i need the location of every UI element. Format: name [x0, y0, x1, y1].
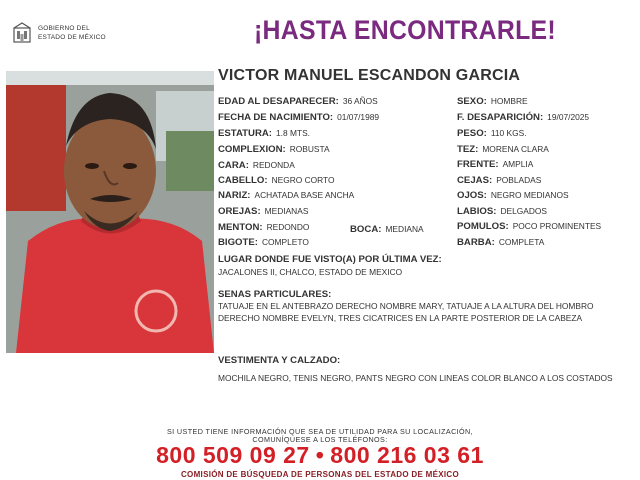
field-barba-value: COMPLETA	[498, 237, 545, 247]
field-labios	[457, 206, 547, 217]
person-photo-image	[6, 71, 214, 353]
field-pomulos-label: POMULOS:	[457, 221, 509, 232]
field-complexion-label: COMPLEXION:	[218, 144, 286, 155]
field-boca-value: MEDIANA	[385, 224, 424, 234]
clothing-label: VESTIMENTA Y CALZADO:	[218, 355, 341, 366]
field-cabello-label: CABELLO:	[218, 175, 268, 186]
field-pomulos	[457, 221, 601, 232]
state-emblem-icon	[12, 22, 32, 44]
field-orejas	[218, 206, 308, 217]
phone-separator: •	[315, 442, 325, 468]
field-peso-label: PESO:	[457, 128, 487, 139]
gov-name-line1: GOBIERNO DEL	[38, 25, 90, 32]
field-menton-value: REDONDO	[266, 222, 310, 232]
field-cabello-value: NEGRO CORTO	[271, 175, 335, 185]
field-nariz-label: NARIZ:	[218, 190, 251, 201]
field-edad-value: 36 AÑOS	[342, 96, 378, 106]
field-bigote-value: COMPLETO	[261, 237, 309, 247]
field-barba	[457, 237, 544, 248]
field-edad-label: EDAD AL DESAPARECER:	[218, 96, 339, 107]
last-seen-value: JACALONES II, CHALCO, ESTADO DE MEXICO	[218, 267, 403, 277]
field-cara-label: CARA:	[218, 160, 249, 171]
field-frente-value: AMPLIA	[502, 159, 534, 169]
field-tez-value: MORENA CLARA	[482, 144, 549, 154]
field-ojos-label: OJOS:	[457, 190, 487, 201]
headline: ¡HASTA ENCONTRARLE!	[254, 15, 556, 45]
government-logo	[12, 22, 132, 46]
phone-number-2[interactable]: 800 216 03 61	[330, 442, 484, 468]
field-estatura-value: 1.8 MTS.	[276, 128, 310, 138]
field-nacimiento	[218, 112, 379, 123]
field-peso-value: 110 KGS.	[490, 128, 527, 138]
field-estatura-label: ESTATURA:	[218, 128, 273, 139]
person-photo	[6, 71, 214, 353]
field-bigote	[218, 237, 309, 248]
field-tez-label: TEZ:	[457, 144, 479, 155]
field-menton-label: MENTON:	[218, 222, 263, 233]
phone-numbers	[0, 442, 640, 469]
field-ojos	[457, 190, 569, 201]
last-seen-label: LUGAR DONDE FUE VISTO(A) POR ÚLTIMA VEZ:	[218, 254, 442, 265]
field-sexo	[457, 96, 528, 107]
person-name: VICTOR MANUEL ESCANDON GARCIA	[218, 67, 521, 84]
field-complexion	[218, 144, 330, 155]
field-complexion-value: ROBUSTA	[289, 144, 330, 154]
field-estatura	[218, 128, 310, 139]
field-menton	[218, 222, 309, 233]
field-cara	[218, 160, 295, 171]
marks-value: TATUAJE EN EL ANTEBRAZO DERECHO NOMBRE MARY, TATUAJE A LA ALTURA DEL HOMBRO DERECHO NOMBRE EVELYN, TRES CICATRICES EN LA PARTE POSTERIOR DE LA CABEZA	[218, 301, 594, 324]
field-cejas-value: POBLADAS	[496, 175, 542, 185]
field-orejas-label: OREJAS:	[218, 206, 261, 217]
field-pomulos-value: POCO PROMINENTES	[512, 221, 602, 231]
field-peso	[457, 128, 527, 139]
contact-note-line1: SI USTED TIENE INFORMACIÓN QUE SEA DE UTILIDAD PARA SU LOCALIZACIÓN,	[166, 427, 474, 436]
field-boca-label: BOCA:	[350, 224, 382, 235]
field-desaparicion-value: 19/07/2025	[547, 112, 590, 122]
field-sexo-label: SEXO:	[457, 96, 487, 107]
field-desaparicion	[457, 112, 589, 123]
field-nacimiento-value: 01/07/1989	[337, 112, 380, 122]
field-frente-label: FRENTE:	[457, 159, 499, 170]
field-frente	[457, 159, 533, 170]
field-nacimiento-label: FECHA DE NACIMIENTO:	[218, 112, 334, 123]
field-bigote-label: BIGOTE:	[218, 237, 258, 248]
marks-label: SENAS PARTICULARES:	[218, 289, 332, 300]
field-sexo-value: HOMBRE	[490, 96, 528, 106]
field-nariz-value: ACHATADA BASE ANCHA	[254, 190, 355, 200]
phone-number-1[interactable]: 800 509 09 27	[156, 442, 310, 468]
field-cejas-label: CEJAS:	[457, 175, 493, 186]
field-labios-value: DELGADOS	[500, 206, 547, 216]
field-edad	[218, 96, 378, 107]
field-labios-label: LABIOS:	[457, 206, 497, 217]
field-boca	[350, 224, 424, 235]
field-cabello	[218, 175, 335, 186]
gov-name-line2: ESTADO DE MÉXICO	[38, 34, 106, 41]
clothing-value: MOCHILA NEGRO, TENIS NEGRO, PANTS NEGRO CON LINEAS COLOR BLANCO A LOS COSTADOS	[218, 373, 613, 383]
field-tez	[457, 144, 549, 155]
contact-note-line2: COMUNÍQUESE A LOS TELÉFONOS:	[252, 435, 388, 444]
commission-name: COMISIÓN DE BÚSQUEDA DE PERSONAS DEL ESTADO DE MÉXICO	[180, 470, 459, 479]
field-orejas-value: MEDIANAS	[264, 206, 309, 216]
field-desaparicion-label: F. DESAPARICIÓN:	[457, 112, 544, 123]
field-nariz	[218, 190, 354, 201]
field-ojos-value: NEGRO MEDIANOS	[490, 190, 569, 200]
field-barba-label: BARBA:	[457, 237, 495, 248]
field-cara-value: REDONDA	[252, 160, 295, 170]
field-cejas	[457, 175, 541, 186]
